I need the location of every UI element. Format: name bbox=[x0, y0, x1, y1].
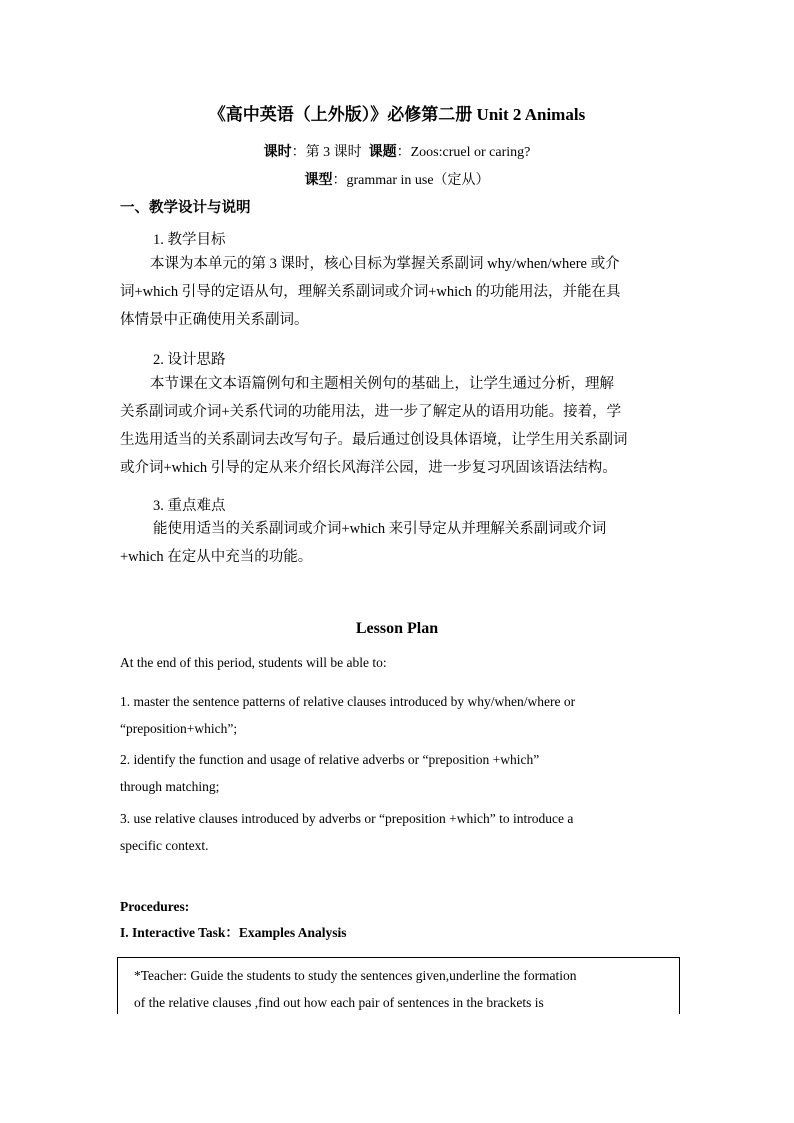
lesson-meta-line-2 bbox=[0, 169, 794, 189]
key-points-paragraph bbox=[120, 515, 676, 571]
document-title: 《高中英语（上外版）》必修第二册 Unit 2 Animals bbox=[208, 105, 586, 124]
goal-item bbox=[120, 688, 680, 742]
paragraph-line: +which 在定从中充当的功能。 bbox=[120, 549, 313, 565]
period-value: ：第 3 课时 bbox=[291, 145, 362, 160]
paragraph-line: 能使用适当的关系副词或介词+which 来引导定从并理解关系副词或介词 bbox=[153, 521, 607, 537]
design-title: 2. 设计思路 bbox=[153, 352, 226, 368]
paragraph-line: 生选用适当的关系副词去改写句子。最后通过创设具体语境，让学生用关系副词 bbox=[120, 432, 628, 448]
procedures-heading: Procedures: bbox=[120, 899, 190, 914]
design-paragraph bbox=[120, 370, 676, 482]
period-label: 课时 bbox=[263, 145, 292, 160]
topic-label: 课题 bbox=[368, 145, 397, 160]
goal-item bbox=[120, 746, 680, 800]
goal-line: through matching; bbox=[120, 779, 220, 794]
objectives-title: 1. 教学目标 bbox=[153, 232, 226, 248]
task-title: I. Interactive Task：Examples Analysis bbox=[120, 925, 347, 940]
box-text bbox=[134, 962, 577, 1016]
goal-line: 1. master the sentence patterns of relative clauses introduced by why/when/where or bbox=[120, 694, 576, 709]
paragraph-line: 词+which 引导的定语从句，理解关系副词或介词+which 的功能用法，并能在具 bbox=[120, 284, 621, 300]
paragraph-line: 本节课在文本语篇例句和主题相关例句的基础上，让学生通过分析，理解 bbox=[150, 376, 614, 392]
goal-item bbox=[120, 805, 680, 859]
objectives-paragraph bbox=[120, 250, 676, 334]
key-points-title: 3. 重点难点 bbox=[153, 498, 226, 514]
section-heading: 一、教学设计与说明 bbox=[120, 200, 251, 216]
type-label: 课型 bbox=[304, 173, 333, 188]
lesson-plan-title: Lesson Plan bbox=[355, 620, 439, 637]
goal-line: “preposition+which”; bbox=[120, 721, 238, 736]
goal-line: 2. identify the function and usage of relative adverbs or “preposition +which” bbox=[120, 752, 540, 767]
teacher-instruction-box bbox=[117, 957, 680, 1014]
paragraph-line: 或介词+which 引导的定从来介绍长风海洋公园，进一步复习巩固该语法结构。 bbox=[120, 460, 617, 476]
topic-value: ：Zoos:cruel or caring? bbox=[396, 145, 531, 160]
lesson-meta-line-1 bbox=[0, 141, 794, 161]
box-line: of the relative clauses ,find out how each pair of sentences in the brackets is bbox=[134, 995, 544, 1010]
box-line: *Teacher: Guide the students to study the sentences given,underline the formation bbox=[134, 968, 577, 983]
goal-line: specific context. bbox=[120, 838, 209, 853]
lesson-plan-intro: At the end of this period, students will be able to: bbox=[120, 655, 387, 670]
type-value: ：grammar in use（定从） bbox=[332, 173, 490, 188]
paragraph-line: 体情景中正确使用关系副词。 bbox=[120, 312, 309, 328]
paragraph-line: 本课为本单元的第 3 课时，核心目标为掌握关系副词 why/when/where 或介 bbox=[150, 256, 620, 272]
paragraph-line: 关系副词或介词+关系代词的功能用法，进一步了解定从的语用功能。接着，学 bbox=[120, 404, 622, 420]
goal-line: 3. use relative clauses introduced by adverbs or “preposition +which” to introduce a bbox=[120, 811, 574, 826]
